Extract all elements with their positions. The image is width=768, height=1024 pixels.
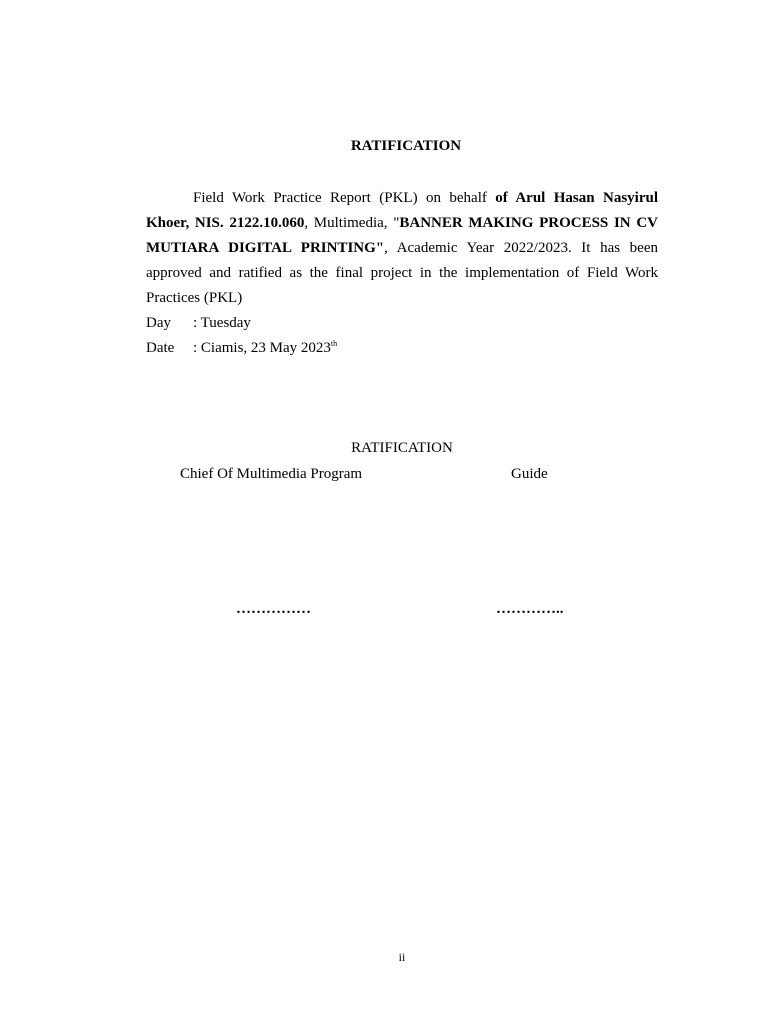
guide-signature-placeholder: ………….. — [496, 601, 564, 617]
report-title: BANNER MAKING PROCESS IN CV MUTIARA DIGITAL PRINTING" — [146, 215, 658, 256]
ratification-paragraph — [146, 186, 658, 311]
page-number: ii — [398, 950, 406, 964]
day-row — [146, 314, 251, 332]
date-row — [146, 339, 337, 357]
chief-signature-placeholder: …………… — [236, 601, 311, 617]
paragraph-text-2: , Multimedia, " — [304, 215, 400, 231]
paragraph-text-1: Field Work Practice Report (PKL) on behalf — [193, 190, 496, 206]
day-label: Day — [146, 315, 171, 331]
chief-title: Chief Of Multimedia Program — [180, 466, 363, 482]
day-value: : Tuesday — [193, 315, 251, 331]
date-suffix: th — [330, 339, 338, 348]
student-identity: of Arul Hasan Nasyirul Khoer, NIS. 2122.10.060 — [146, 190, 658, 231]
ratification-heading: RATIFICATION — [351, 440, 453, 456]
date-value: : Ciamis, 23 May 2023 — [193, 340, 331, 356]
document-title: RATIFICATION — [350, 138, 462, 154]
paragraph-text-3: , Academic Year 2022/2023. It has been approved and ratified as the final project in the implementation of Field Work Practices (PKL) — [146, 240, 658, 306]
guide-title: Guide — [511, 466, 548, 482]
date-label: Date — [146, 340, 175, 356]
